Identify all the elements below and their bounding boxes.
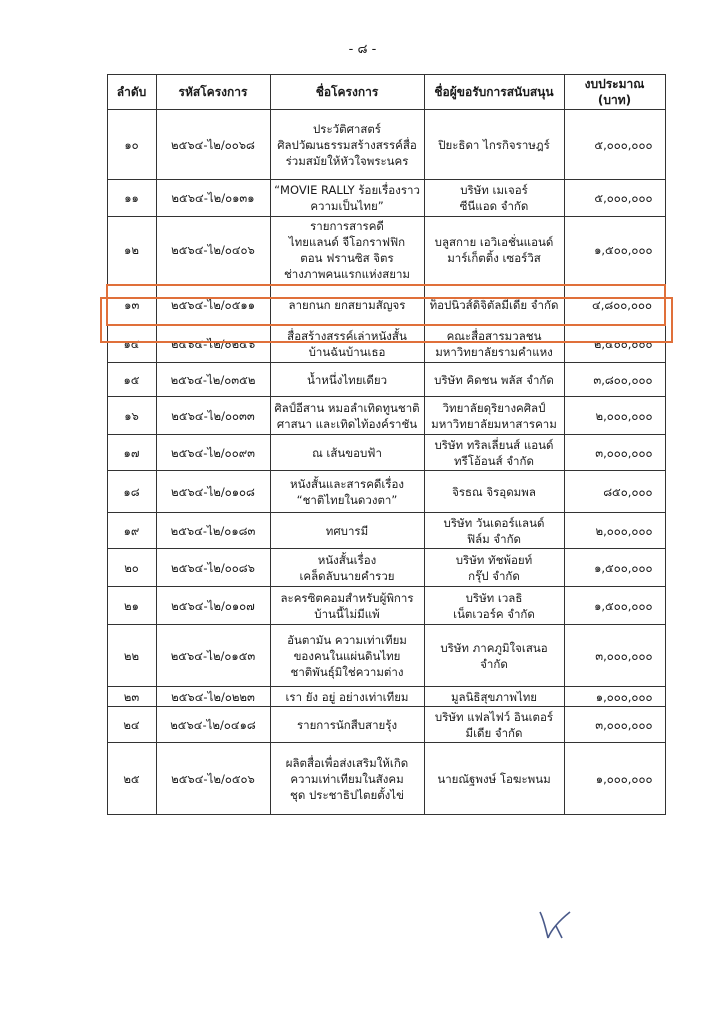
cell-budget: ๓,๐๐๐,๐๐๐ — [564, 435, 665, 471]
cell-code: ๒๕๖๔-ไ๒/๐๑๕๓ — [156, 625, 270, 687]
cell-budget: ๓,๐๐๐,๐๐๐ — [564, 625, 665, 687]
cell-name: สื่อสร้างสรรค์เล่าหนังสั้น บ้านฉันบ้านเธอ — [270, 325, 424, 363]
table-row — [107, 513, 665, 549]
budget-table — [106, 74, 666, 815]
table-row — [107, 707, 665, 743]
header-applicant: ชื่อผู้ขอรับการสนับสนุน — [424, 75, 564, 110]
cell-name: รายการนักสืบสายรุ้ง — [270, 707, 424, 743]
cell-name: รายการสารคดี ไทยแลนด์ จีโอกราฟฟิก ตอน ฟรานซิส จิตร ช่างภาพคนแรกแห่งสยาม — [270, 217, 424, 285]
cell-budget: ๔,๘๐๐,๐๐๐ — [564, 285, 665, 325]
cell-applicant: ปิยะธิดา ไกรกิจราษฎร์ — [424, 110, 564, 180]
cell-name: ผลิตสื่อเพื่อส่งเสริมให้เกิด ความเท่าเทียมในสังคม ชุด ประชาธิปไตยตั้งไข่ — [270, 743, 424, 815]
cell-order: ๒๕ — [107, 743, 156, 815]
cell-budget: ๒,๐๐๐,๐๐๐ — [564, 513, 665, 549]
header-code: รหัสโครงการ — [156, 75, 270, 110]
cell-order: ๑๐ — [107, 110, 156, 180]
table-row — [107, 549, 665, 587]
cell-budget: ๒,๕๐๐,๐๐๐ — [564, 325, 665, 363]
cell-code: ๒๕๖๔-ไ๒/๐๑๐๘ — [156, 471, 270, 513]
cell-applicant: วิทยาลัยดุริยางคศิลป์ มหาวิทยาลัยมหาสารคาม — [424, 397, 564, 435]
cell-code: ๒๕๖๔-ไ๒/๐๕๑๑ — [156, 285, 270, 325]
cell-order: ๑๗ — [107, 435, 156, 471]
cell-applicant: นายณัฐพงษ์ โอฆะพนม — [424, 743, 564, 815]
cell-code: ๒๕๖๔-ไ๒/๐๐๙๓ — [156, 435, 270, 471]
cell-budget: ๓,๘๐๐,๐๐๐ — [564, 363, 665, 397]
cell-order: ๑๕ — [107, 363, 156, 397]
cell-order: ๒๒ — [107, 625, 156, 687]
table-row — [107, 397, 665, 435]
cell-applicant: บริษัท เวลธิ เน็ตเวอร์ค จำกัด — [424, 587, 564, 625]
header-budget: งบประมาณ (บาท) — [564, 75, 665, 110]
cell-budget: ๓,๐๐๐,๐๐๐ — [564, 707, 665, 743]
table-row — [107, 110, 665, 180]
cell-order: ๑๓ — [107, 285, 156, 325]
cell-budget: ๕,๐๐๐,๐๐๐ — [564, 180, 665, 217]
cell-order: ๒๐ — [107, 549, 156, 587]
cell-name: ลายกนก ยกสยามสัญจร — [270, 285, 424, 325]
cell-name: หนังสั้นและสารคดีเรื่อง “ชาติไทยในดวงตา” — [270, 471, 424, 513]
cell-code: ๒๕๖๔-ไ๒/๐๑๐๗ — [156, 587, 270, 625]
cell-applicant: บริษัท คิดชน พลัส จำกัด — [424, 363, 564, 397]
cell-code: ๒๕๖๔-ไ๒/๐๑๓๑ — [156, 180, 270, 217]
cell-budget: ๘๕๐,๐๐๐ — [564, 471, 665, 513]
cell-applicant: คณะสื่อสารมวลชน มหาวิทยาลัยรามคำแหง — [424, 325, 564, 363]
table-row — [107, 180, 665, 217]
cell-applicant: บริษัท วันเดอร์แลนด์ ฟิล์ม จำกัด — [424, 513, 564, 549]
cell-name: ทศบารมี — [270, 513, 424, 549]
table-row — [107, 687, 665, 707]
cell-code: ๒๕๖๔-ไ๒/๐๐๖๘ — [156, 110, 270, 180]
table-row — [107, 217, 665, 285]
cell-budget: ๑,๕๐๐,๐๐๐ — [564, 549, 665, 587]
header-name: ชื่อโครงการ — [270, 75, 424, 110]
cell-name: “MOVIE RALLY ร้อยเรื่องราว ความเป็นไทย” — [270, 180, 424, 217]
cell-name: อันตามัน ความเท่าเทียม ของคนในแผ่นดินไทย ชาติพันธุ์มิใช่ความต่าง — [270, 625, 424, 687]
cell-budget: ๑,๕๐๐,๐๐๐ — [564, 217, 665, 285]
cell-budget: ๑,๐๐๐,๐๐๐ — [564, 743, 665, 815]
cell-name: น้ำหนึ่งไทยเดียว — [270, 363, 424, 397]
table-row — [107, 471, 665, 513]
cell-order: ๑๔ — [107, 325, 156, 363]
cell-applicant: บลูสกาย เอวิเอชั่นแอนด์ มาร์เก็ตติ้ง เซอร์วิส — [424, 217, 564, 285]
cell-order: ๒๓ — [107, 687, 156, 707]
table-header-row — [107, 75, 665, 110]
cell-applicant: บริษัท แฟลไฟว์ อินเตอร์ มีเดีย จำกัด — [424, 707, 564, 743]
cell-order: ๑๒ — [107, 217, 156, 285]
cell-name: ละครซิตคอมสำหรับผู้พิการ บ้านนี้ไม่มีแพ้ — [270, 587, 424, 625]
cell-budget: ๑,๐๐๐,๐๐๐ — [564, 687, 665, 707]
cell-name: ศิลป์อีสาน หมอลำเทิดทูนชาติ ศาสนา และเทิดไท้องค์ราชัน — [270, 397, 424, 435]
cell-name: ประวัติศาสตร์ ศิลปวัฒนธรรมสร้างสรรค์สื่อ ร่วมสมัยให้หัวใจพระนคร — [270, 110, 424, 180]
table-row — [107, 285, 665, 325]
table-row — [107, 325, 665, 363]
cell-code: ๒๕๖๔-ไ๒/๐๐๓๓ — [156, 397, 270, 435]
cell-budget: ๒,๐๐๐,๐๐๐ — [564, 397, 665, 435]
cell-order: ๒๔ — [107, 707, 156, 743]
cell-applicant: บริษัท ภาคภูมิใจเสนอ จำกัด — [424, 625, 564, 687]
cell-name: เรา ยัง อยู่ อย่างเท่าเทียม — [270, 687, 424, 707]
cell-order: ๑๖ — [107, 397, 156, 435]
cell-applicant: บริษัท ทัชพ้อยท์ กรุ๊ป จำกัด — [424, 549, 564, 587]
cell-name: หนังสั้นเรื่อง เคล็ดลับนายคำรวย — [270, 549, 424, 587]
table-row — [107, 363, 665, 397]
table-row — [107, 743, 665, 815]
cell-code: ๒๕๖๔-ไ๒/๐๔๐๖ — [156, 217, 270, 285]
cell-order: ๑๙ — [107, 513, 156, 549]
header-order: ลำดับ — [107, 75, 156, 110]
page-number: - ๘ - — [348, 42, 377, 57]
table-row — [107, 625, 665, 687]
cell-code: ๒๕๖๔-ไ๒/๐๓๕๒ — [156, 363, 270, 397]
table-row — [107, 435, 665, 471]
cell-code: ๒๕๖๔-ไ๒/๐๒๒๓ — [156, 687, 270, 707]
cell-code: ๒๕๖๔-ไ๒/๐๑๘๓ — [156, 513, 270, 549]
cell-order: ๑๑ — [107, 180, 156, 217]
cell-code: ๒๕๖๔-ไ๒/๐๐๘๖ — [156, 549, 270, 587]
signature-mark — [534, 906, 574, 942]
cell-code: ๒๕๖๔-ไ๒/๐๔๑๘ — [156, 707, 270, 743]
cell-code: ๒๕๖๔-ไ๒/๐๕๐๖ — [156, 743, 270, 815]
table-row — [107, 587, 665, 625]
cell-applicant: จิรธณ จิรอุดมพล — [424, 471, 564, 513]
cell-order: ๑๘ — [107, 471, 156, 513]
cell-code: ๒๕๖๔-ไ๒/๐๒๕๖ — [156, 325, 270, 363]
cell-applicant: บริษัท ทริลเลี่ยนส์ แอนด์ ทรีโอ้อนส์ จำกัด — [424, 435, 564, 471]
cell-applicant: บริษัท เมเจอร์ ซีนีแอด จำกัด — [424, 180, 564, 217]
cell-order: ๒๑ — [107, 587, 156, 625]
cell-name: ณ เส้นขอบฟ้า — [270, 435, 424, 471]
cell-budget: ๕,๐๐๐,๐๐๐ — [564, 110, 665, 180]
cell-budget: ๑,๕๐๐,๐๐๐ — [564, 587, 665, 625]
cell-applicant: ท็อปนิวส์ดิจิตัลมีเดีย จำกัด — [424, 285, 564, 325]
cell-applicant: มูลนิธิสุขภาพไทย — [424, 687, 564, 707]
